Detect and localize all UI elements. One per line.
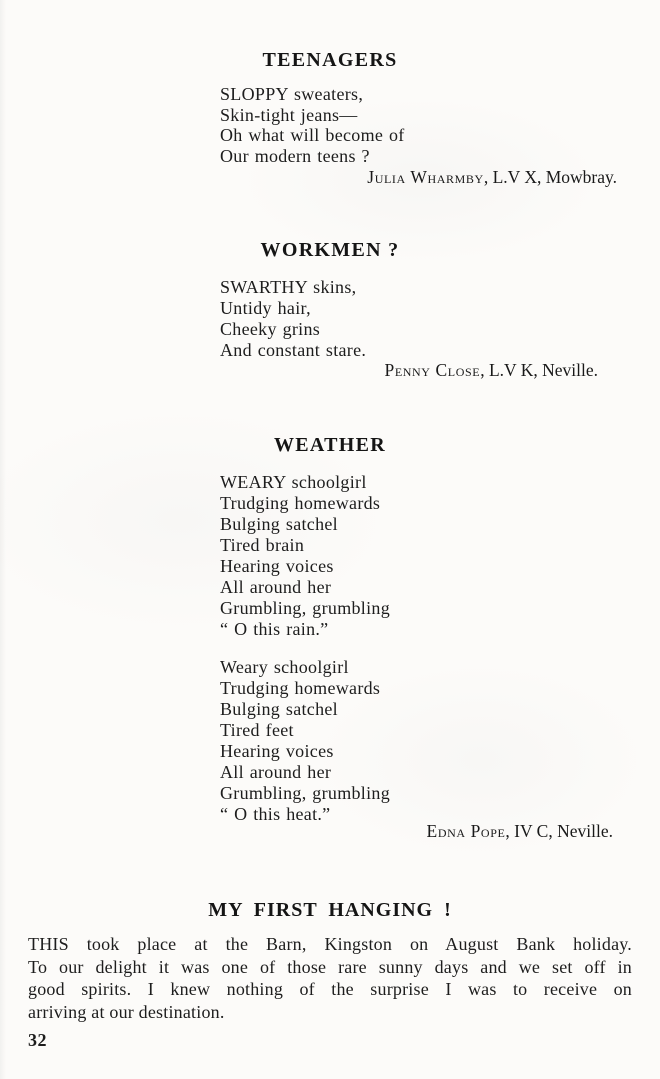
poem-stanza [220,277,366,361]
poem-line: Skin-tight jeans— [220,104,358,125]
poem-attribution [384,360,598,381]
author-name: Julia Wharmby [367,167,484,187]
author-detail: , L.V X, Mowbray. [483,167,617,187]
poem-title-weather: WEATHER [273,434,387,456]
article-title: MY FIRST HANGING ! [208,899,452,921]
poem-line: Oh what will become of [220,125,405,145]
poem-line: Cheeky grins [220,319,321,339]
poem-line: Tired brain [220,535,305,555]
poem-stanza [220,84,405,166]
poem-line: Weary schoolgirl [220,657,349,677]
article-line: THIS took place at the Barn, Kingston on August Bank holiday. [28,934,632,954]
poem-attribution [367,167,617,188]
page-number: 32 [28,1030,47,1050]
poem-line: Bulging satchel [220,699,338,719]
poem-line: Trudging homewards [220,493,381,513]
poem-title-workmen: WORKMEN ? [260,239,400,261]
poem-line: Bulging satchel [220,514,338,534]
poem-line: And constant stare. [220,340,367,360]
author-detail: , L.V K, Neville. [480,360,598,380]
poem-stanza [220,657,390,825]
article-line: To our delight it was one of those rare sunny days and we set off in [28,956,632,977]
poem-line: Grumbling, grumbling [220,598,390,618]
poem-line: Grumbling, grumbling [220,783,390,803]
poem-line: WEARY schoolgirl [220,472,367,492]
poem-attribution [427,821,613,842]
poem-title-teenagers: TEENAGERS [262,49,398,71]
poem-line: All around her [220,762,332,782]
article-line: arriving at our destination. [28,1001,225,1022]
poem-line: Trudging homewards [220,678,381,698]
poem-line: “ O this heat.” [220,804,331,824]
poem-line: SWARTHY skins, [220,277,357,297]
poem-line: Tired feet [220,720,294,740]
poem-stanza [220,472,390,640]
poem-line: Untidy hair, [220,298,311,318]
author-detail: , IV C, Neville. [505,821,613,841]
article-line: good spirits. I knew nothing of the surprise I was to receive on [28,979,632,999]
poem-line: All around her [220,577,332,597]
poem-line: “ O this rain.” [220,619,329,639]
author-name: Edna Pope [426,821,506,841]
article-paragraph [28,933,632,1023]
poem-line: Our modern teens ? [220,145,370,166]
poem-line: Hearing voices [220,556,334,576]
author-name: Penny Close [384,360,481,380]
poem-line: Hearing voices [220,741,334,761]
poem-line: SLOPPY sweaters, [220,84,364,104]
